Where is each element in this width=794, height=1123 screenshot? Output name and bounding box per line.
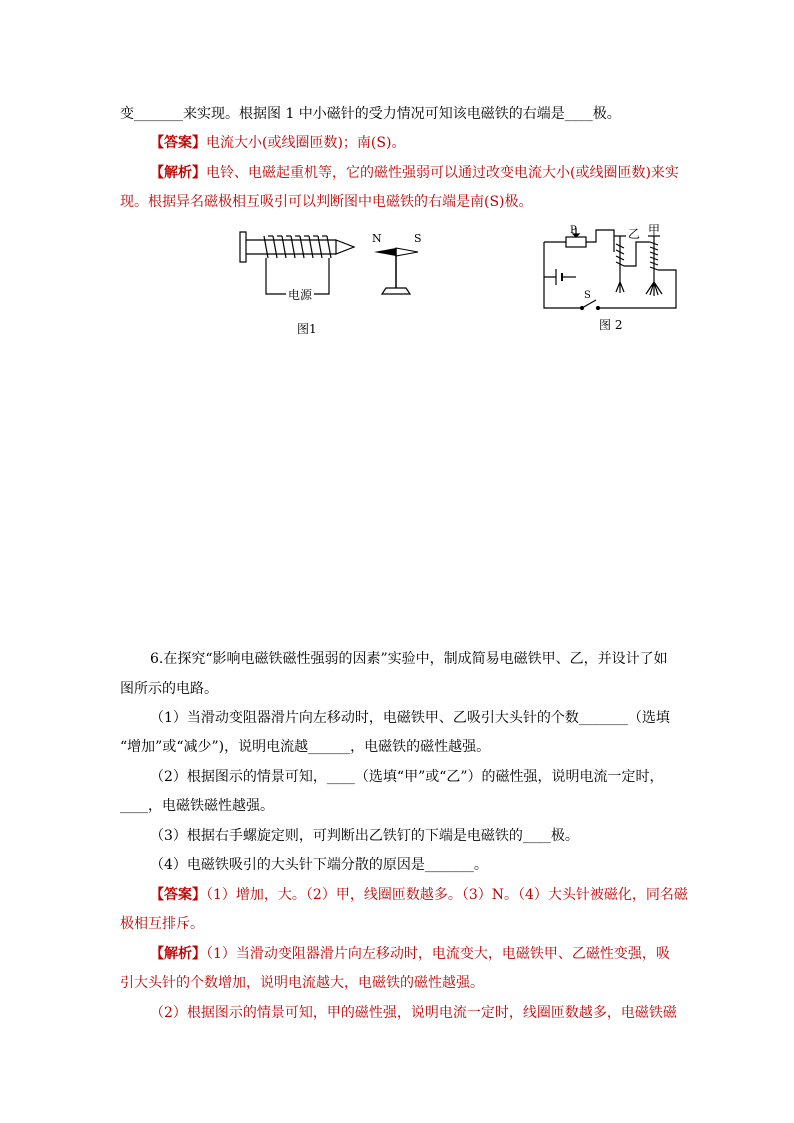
answer-tag: 【答案】 [150,887,206,903]
analysis-text: 电铃、电磁起重机等，它的磁性强弱可以通过改变电流大小(或线圈匝数)来实 [206,165,679,181]
slider-p-label: P [570,225,577,236]
analysis-1-line2: 现。根据异名磁极相互吸引可以判断图中电磁铁的右端是南(S)极。 [120,194,533,210]
needle-s-label: S [414,232,422,245]
power-label: 电源 [288,288,313,302]
figure-1-caption: 图1 [297,322,317,336]
needle-n-label: N [372,232,382,245]
nail-jia-label: 甲 [648,223,661,237]
figure-2-caption: 图 2 [599,318,623,332]
text-line-continuation: 变_______来实现。根据图 1 中小磁针的受力情况可知该电磁铁的右端是____极。 [120,106,621,122]
nail-yi-label: 乙 [628,227,641,241]
analysis-tag: 【解析】 [150,946,206,962]
analysis-text: （1）当滑动变阻器滑片向左移动时，电流变大，电磁铁甲、乙磁性变强，吸 [206,946,670,962]
question-6-part2-line2: ____，电磁铁磁性越强。 [120,798,274,814]
question-6-part4: （4）电磁铁吸引的大头针下端分散的原因是_______。 [150,857,488,873]
analysis-tag: 【解析】 [150,165,206,181]
analysis-6-line3: （2）根据图示的情景可知，甲的磁性强，说明电流一定时，线圈匝数越多，电磁铁磁 [150,1005,677,1021]
answer-6-line2: 极相互排斥。 [120,916,204,932]
answer-text: （1）增加，大。（2）甲，线圈匝数越多。（3）N。（4）大头针被磁化，同名磁 [206,887,688,903]
figure-1-electromagnet [236,226,436,308]
question-6-part3: （3）根据右手螺旋定则，可判断出乙铁钉的下端是电磁铁的____极。 [150,828,579,844]
answer-tag: 【答案】 [150,135,206,151]
question-6-part2-line1: （2）根据图示的情景可知，____（选填“甲”或“乙”）的磁性强，说明电流一定时， [150,769,664,785]
question-6-line2: 图所示的电路。 [120,681,218,697]
analysis-6-line1 [150,944,670,964]
figure-2-circuit [536,222,684,318]
question-6-line1: 6.在探究“影响电磁铁磁性强弱的因素”实验中，制成简易电磁铁甲、乙，并设计了如 [150,651,668,667]
answer-6-line1 [150,885,688,905]
question-6-part1-line1: （1）当滑动变阻器滑片向左移动时，电磁铁甲、乙吸引大头针的个数_______（选填 [150,710,670,726]
switch-s-label: S [584,290,591,301]
analysis-6-line2: 引大头针的个数增加，说明电流越大，电磁铁的磁性越强。 [120,975,484,991]
question-6-part1-line2: “增加”或“减少”)，说明电流越______，电磁铁的磁性越强。 [120,739,491,755]
answer-text: 电流大小(或线圈匝数)；南(S)。 [206,135,406,151]
analysis-1-line1 [150,163,679,183]
answer-1 [150,133,405,153]
